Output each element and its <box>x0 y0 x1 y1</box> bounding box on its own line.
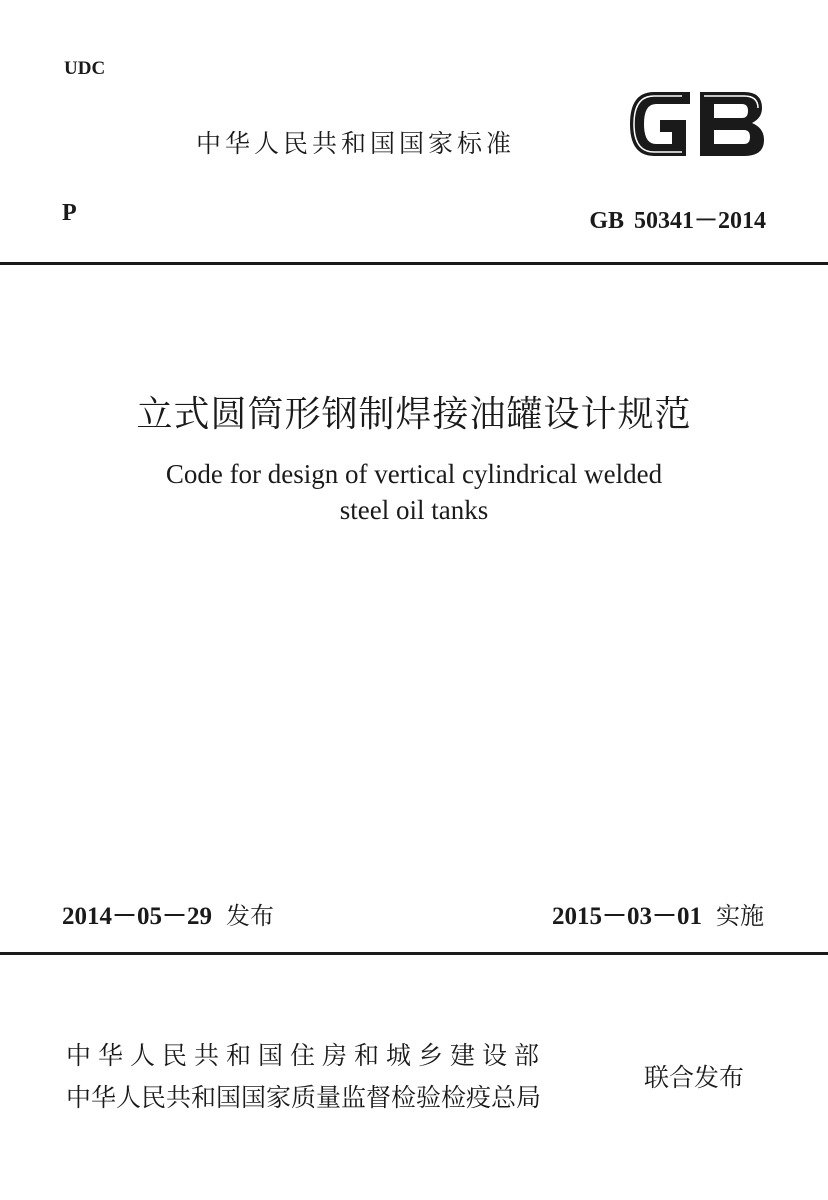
implement-label: 实施 <box>716 902 764 930</box>
udc-label: UDC <box>64 58 106 79</box>
title-english-line-2: steel oil tanks <box>339 495 489 525</box>
top-divider <box>0 262 828 265</box>
implement-date-block <box>552 896 764 932</box>
title-english-line-1: Code for design of vertical cylindrical welded <box>165 459 663 489</box>
issue-date: 2014－05－29 <box>62 903 213 930</box>
joint-publish-label: 联合发布 <box>644 1063 745 1092</box>
issue-label: 发布 <box>226 902 275 930</box>
standard-code: GB 50341－2014 <box>589 208 766 234</box>
national-standard-heading: 中华人民共和国国家标准 <box>196 129 516 158</box>
implement-date: 2015－03－01 <box>551 903 702 930</box>
issue-date-block <box>62 896 274 932</box>
title-chinese: 立式圆筒形钢制焊接油罐设计规范 <box>136 394 692 435</box>
classification-code: P <box>62 200 77 226</box>
title-english <box>0 456 828 528</box>
bottom-divider <box>0 952 828 955</box>
gb-logo <box>624 82 768 166</box>
publisher-org-1: 中华人民共和国住房和城乡建设部 <box>66 1041 547 1070</box>
publisher-org-2: 中华人民共和国国家质量监督检验检疫总局 <box>66 1083 542 1112</box>
